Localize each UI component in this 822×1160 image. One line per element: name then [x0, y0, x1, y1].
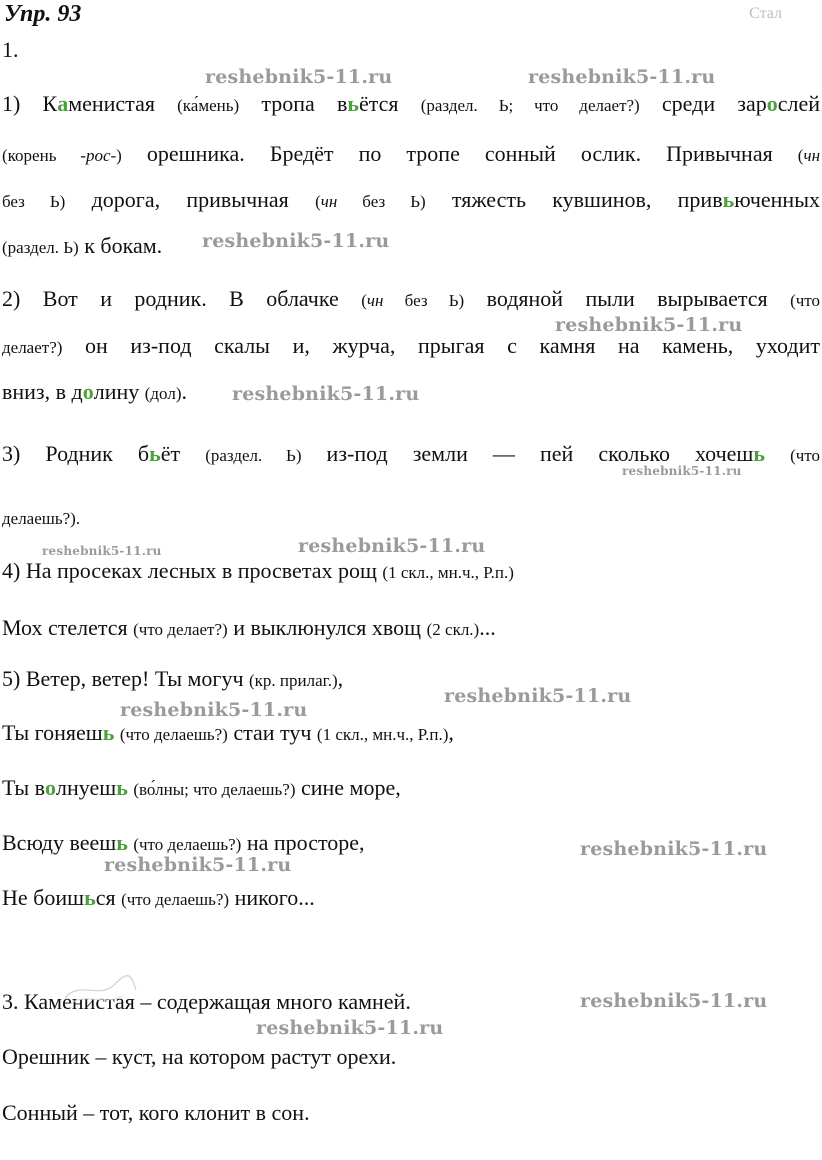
text: менистая [68, 91, 178, 116]
p4-line1 [2, 557, 820, 587]
watermark: reshebnik5-11.ru [232, 383, 420, 405]
text: 5) Ветер, ветер! Ты могуч [2, 666, 250, 691]
p1-line1 [2, 90, 820, 120]
highlight-letter: ь [102, 720, 115, 745]
watermark: reshebnik5-11.ru [104, 854, 292, 876]
note: ( [361, 291, 367, 310]
note: ( [315, 192, 321, 211]
highlight-letter: ь [116, 830, 128, 855]
watermark: reshebnik5-11.ru [42, 544, 162, 558]
definition-2: Орешник – куст, на котором растут орехи. [2, 1044, 397, 1069]
note: без Ь) [383, 291, 465, 310]
watermark: reshebnik5-11.ru [120, 699, 308, 721]
p5-line5 [2, 884, 820, 914]
text: ёт [160, 441, 206, 466]
text: водяной пыли вырывается [464, 286, 791, 311]
text: лнуеш [56, 775, 117, 800]
note: чн [366, 291, 384, 310]
note: ) [116, 146, 122, 165]
p2-line1 [2, 285, 820, 315]
watermark: reshebnik5-11.ru [444, 685, 632, 707]
note: без Ь) [2, 192, 66, 211]
p5-line3 [2, 774, 820, 804]
text: 1) К [2, 91, 58, 116]
text: Не боиш [2, 885, 85, 910]
highlight-letter: ь [84, 885, 96, 910]
text: Мох стелется [2, 615, 134, 640]
p2-line2 [2, 332, 820, 362]
text: Ты в [2, 775, 46, 800]
watermark: reshebnik5-11.ru [202, 230, 390, 252]
note: (что делаешь?) [119, 725, 228, 744]
note: делает?) [2, 338, 63, 357]
p3-line2: делаешь?). [2, 509, 81, 528]
p1-line2 [2, 140, 820, 170]
note: (корень [2, 146, 81, 165]
text: никого... [229, 885, 315, 910]
text: 4) На просеках лесных в просветах рощ [2, 558, 383, 583]
note: (во́лны; что делаешь?) [133, 780, 296, 799]
note: чн [320, 192, 338, 211]
corner-mark: Стал [749, 5, 782, 22]
p1-line4 [2, 232, 820, 262]
watermark: reshebnik5-11.ru [528, 66, 716, 88]
text: он из-под скалы и, журча, прыгая с камня на камень, уходит [62, 333, 820, 358]
highlight-letter: ь [149, 441, 161, 466]
note: (что делаешь?) [133, 835, 242, 854]
watermark: reshebnik5-11.ru [205, 66, 393, 88]
text: ... [479, 615, 496, 640]
p4-line2 [2, 614, 820, 644]
note: (2 скл.) [426, 620, 480, 639]
note: (что [790, 446, 820, 465]
text: юченных [734, 187, 820, 212]
text: ся [95, 885, 122, 910]
text: тропа в [239, 91, 348, 116]
text: ётся [359, 91, 421, 116]
watermark: reshebnik5-11.ru [622, 464, 742, 478]
text: Всюду вееш [2, 830, 117, 855]
watermark: reshebnik5-11.ru [555, 314, 743, 336]
text: дорога, привычная [65, 187, 316, 212]
text: , [448, 720, 454, 745]
p1-line3 [2, 186, 820, 216]
text: из-под земли — пей сколько хочеш [301, 441, 754, 466]
highlight-letter: ь [116, 775, 128, 800]
definition-1: 3. Каменистая – содержащая много камней. [2, 989, 411, 1014]
text: орешника. Бредёт по тропе сонный ослик. Привычная [121, 141, 798, 166]
text: к бокам. [78, 233, 163, 258]
text [765, 441, 790, 466]
text: 3) Родник б [2, 441, 150, 466]
note: (1 скл., мн.ч., Р.п.) [316, 725, 449, 744]
definition-3: Сонный – тот, кого клонит в сон. [2, 1100, 310, 1125]
note: (что делаешь?) [121, 890, 230, 909]
highlight-letter: ь [347, 91, 359, 116]
watermark: reshebnik5-11.ru [298, 535, 486, 557]
highlight-letter: о [766, 91, 778, 116]
text: 2) Вот и родник. В облачке [2, 286, 362, 311]
note: ( [797, 146, 804, 165]
p5-line1 [2, 665, 820, 695]
scribble-mark [60, 970, 140, 1010]
note: (что [790, 291, 820, 310]
text: , [337, 666, 344, 691]
text: Ты гоняеш [2, 720, 103, 745]
note: (раздел. Ь) [2, 238, 79, 257]
text: стаи туч [227, 720, 317, 745]
section-number-1: 1. [2, 37, 19, 62]
watermark: reshebnik5-11.ru [580, 838, 768, 860]
text: среди зар [639, 91, 767, 116]
note: (ка́мень) [177, 96, 240, 115]
note: (что делает?) [133, 620, 228, 639]
text: тяжесть кувшинов, прив [425, 187, 723, 212]
note: (дол) [144, 384, 182, 403]
text: сине море, [295, 775, 401, 800]
highlight-letter: о [45, 775, 57, 800]
p5-line2 [2, 719, 820, 749]
highlight-letter: о [82, 379, 94, 404]
highlight-letter: а [57, 91, 69, 116]
note: (раздел. Ь; что делает?) [420, 96, 640, 115]
text: вниз, в д [2, 379, 83, 404]
note: (1 скл., мн.ч., Р.п.) [382, 563, 514, 582]
note: -рос- [80, 146, 117, 165]
text: лину [93, 379, 145, 404]
note: (раздел. Ь) [205, 446, 302, 465]
note: (кр. прилаг.) [249, 671, 338, 690]
highlight-letter: ь [722, 187, 735, 212]
text: . [181, 379, 187, 404]
highlight-letter: ь [753, 441, 766, 466]
watermark: reshebnik5-11.ru [256, 1017, 444, 1039]
note: без Ь) [337, 192, 426, 211]
text: на просторе, [241, 830, 365, 855]
text: и выклюнулся хвощ [227, 615, 427, 640]
watermark: reshebnik5-11.ru [580, 990, 768, 1012]
note: чн [803, 146, 821, 165]
exercise-title: Упр. 93 [4, 1, 82, 27]
text: слей [777, 91, 821, 116]
